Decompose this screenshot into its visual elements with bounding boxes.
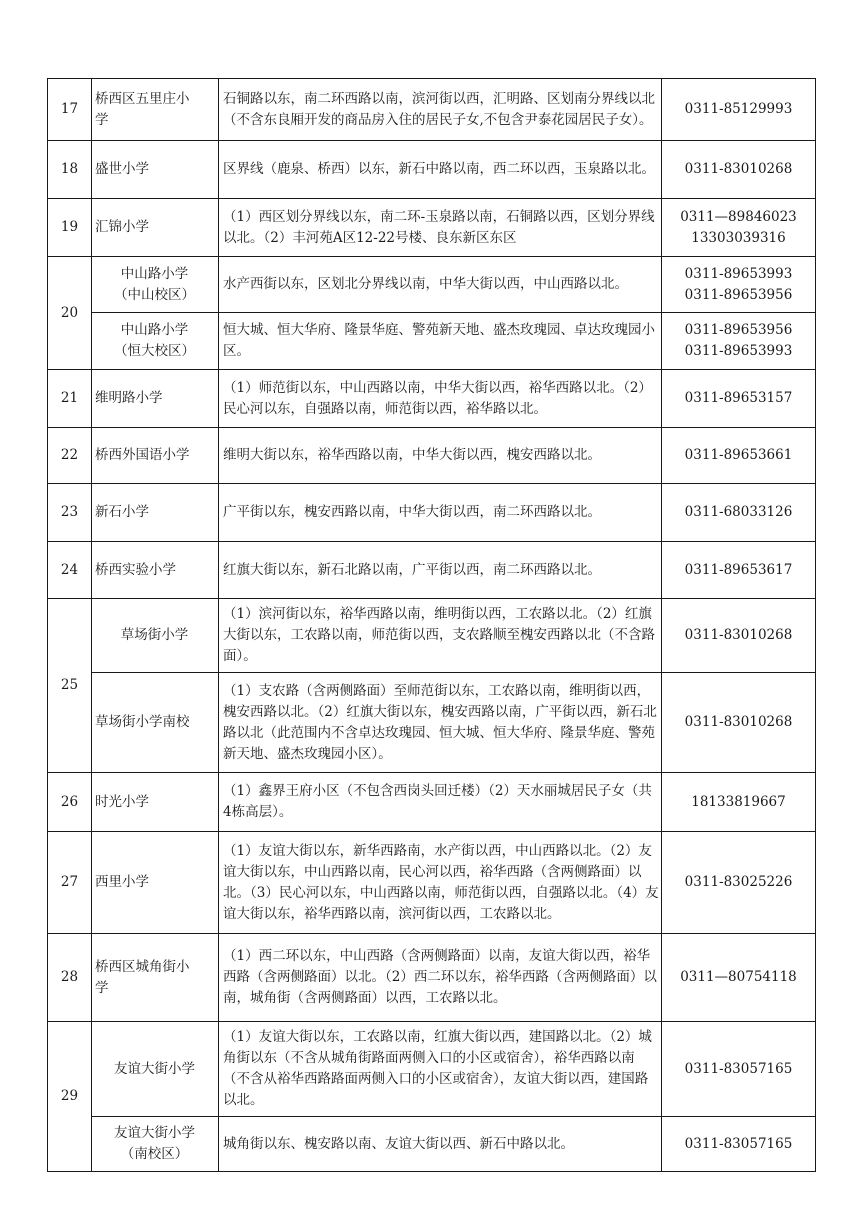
contact-phone: 0311-83025226 — [662, 832, 816, 934]
district-area: 红旗大街以东，新石北路以南，广平街以西，南二环西路以北。 — [219, 542, 662, 599]
district-area: （1）西区划分界线以东，南二环-玉泉路以南，石铜路以西，区划分界线以北。（2）丰河苑A区12-22号楼、良东新区东区 — [219, 199, 662, 257]
school-name: 新石小学 — [92, 484, 219, 542]
district-area: （1）鑫界王府小区（不包含西岗头回迁楼）（2）天水丽城居民子女（共4栋高层）。 — [219, 773, 662, 832]
contact-phone: 0311-89653617 — [662, 542, 816, 599]
table-row — [48, 199, 816, 257]
district-area: 石铜路以东，南二环西路以南，滨河街以西，汇明路、区划南分界线以北（不含东良厢开发的商品房入住的居民子女,不包含尹泰花园居民子女）。 — [219, 79, 662, 141]
school-name: 桥西外国语小学 — [92, 428, 219, 484]
district-area: 水产西街以东，区划北分界线以南，中华大街以西，中山西路以北。 — [219, 257, 662, 313]
table-row — [48, 141, 816, 199]
row-number: 29 — [48, 1022, 92, 1172]
table-row — [48, 428, 816, 484]
school-name: 友谊大街小学 — [92, 1022, 219, 1117]
school-name: 草场街小学 — [92, 599, 219, 673]
school-name: 桥西区五里庄小 学 — [92, 79, 219, 141]
table-row — [48, 599, 816, 673]
school-name: 中山路小学 （恒大校区） — [92, 313, 219, 370]
table-row — [48, 934, 816, 1022]
contact-phone: 0311-83010268 — [662, 141, 816, 199]
contact-phone: 0311-83057165 — [662, 1022, 816, 1117]
school-name: 桥西实验小学 — [92, 542, 219, 599]
table-row — [48, 313, 816, 370]
table-row — [48, 1022, 816, 1117]
school-name: 汇锦小学 — [92, 199, 219, 257]
table-row — [48, 773, 816, 832]
table-row — [48, 484, 816, 542]
contact-phone: 18133819667 — [662, 773, 816, 832]
table-row — [48, 673, 816, 773]
row-number: 18 — [48, 141, 92, 199]
row-number: 27 — [48, 832, 92, 934]
district-area: （1）西二环以东，中山西路（含两侧路面）以南，友谊大街以西，裕华西路（含两侧路面）以北。（2）西二环以东，裕华西路（含两侧路面）以南，城角街（含两侧路面）以西，工农路以北。 — [219, 934, 662, 1022]
district-area: 区界线（鹿泉、桥西）以东，新石中路以南，西二环以西，玉泉路以北。 — [219, 141, 662, 199]
table-row — [48, 832, 816, 934]
school-name: 中山路小学 （中山校区） — [92, 257, 219, 313]
school-name: 时光小学 — [92, 773, 219, 832]
district-area: （1）支农路（含两侧路面）至师范街以东，工农路以南，维明街以西，槐安西路以北。（2）红旗大街以东，槐安西路以南，广平街以西，新石北路以北（此范围内不含卓达玫瑰园、恒大城、恒大华府、隆景华庭、警苑新天地、盛杰玫瑰园小区）。 — [219, 673, 662, 773]
contact-phone: 0311-83057165 — [662, 1117, 816, 1172]
row-number: 24 — [48, 542, 92, 599]
row-number: 26 — [48, 773, 92, 832]
table-row — [48, 542, 816, 599]
district-area: （1）友谊大街以东，新华西路南，水产街以西，中山西路以北。（2）友谊大街以东，中山西路以南，民心河以西，裕华西路（含两侧路面）以北。（3）民心河以东，中山西路以南，师范街以西，自强路以北。（4）友谊大街以东，裕华西路以南，滨河街以西，工农路以北。 — [219, 832, 662, 934]
row-number: 28 — [48, 934, 92, 1022]
contact-phone: 0311-89653956 0311-89653993 — [662, 313, 816, 370]
table-row — [48, 79, 816, 141]
contact-phone: 0311-83010268 — [662, 599, 816, 673]
table-row — [48, 257, 816, 313]
district-area: （1）友谊大街以东，工农路以南，红旗大街以西，建国路以北。（2）城角街以东（不含从城角街路面两侧入口的小区或宿舍），裕华西路以南（不含从裕华西路路面两侧入口的小区或宿舍），友谊大街以西，建国路以北。 — [219, 1022, 662, 1117]
contact-phone: 0311-89653157 — [662, 370, 816, 428]
row-number: 20 — [48, 257, 92, 370]
district-area: 城角街以东、槐安路以南、友谊大街以西、新石中路以北。 — [219, 1117, 662, 1172]
document-page — [47, 78, 815, 1172]
district-area: 恒大城、恒大华府、隆景华庭、警苑新天地、盛杰玫瑰园、卓达玫瑰园小区。 — [219, 313, 662, 370]
contact-phone: 0311—80754118 — [662, 934, 816, 1022]
contact-phone: 0311—89846023 13303039316 — [662, 199, 816, 257]
contact-phone: 0311-68033126 — [662, 484, 816, 542]
contact-phone: 0311-85129993 — [662, 79, 816, 141]
school-name: 桥西区城角街小 学 — [92, 934, 219, 1022]
school-name: 友谊大街小学 （南校区） — [92, 1117, 219, 1172]
district-area: （1）师范街以东，中山西路以南，中华大街以西，裕华西路以北。（2）民心河以东，自强路以南，师范街以西，裕华路以北。 — [219, 370, 662, 428]
school-name: 盛世小学 — [92, 141, 219, 199]
row-number: 23 — [48, 484, 92, 542]
row-number: 22 — [48, 428, 92, 484]
district-area: （1）滨河街以东，裕华西路以南，维明街以西，工农路以北。（2）红旗大街以东，工农路以南，师范街以西，支农路顺至槐安西路以北（不含路面）。 — [219, 599, 662, 673]
row-number: 17 — [48, 79, 92, 141]
contact-phone: 0311-83010268 — [662, 673, 816, 773]
contact-phone: 0311-89653661 — [662, 428, 816, 484]
contact-phone: 0311-89653993 0311-89653956 — [662, 257, 816, 313]
row-number: 25 — [48, 599, 92, 773]
row-number: 21 — [48, 370, 92, 428]
row-number: 19 — [48, 199, 92, 257]
school-name: 维明路小学 — [92, 370, 219, 428]
district-area: 广平街以东，槐安西路以南，中华大街以西，南二环西路以北。 — [219, 484, 662, 542]
school-district-table — [47, 78, 816, 1172]
table-row — [48, 370, 816, 428]
school-name: 西里小学 — [92, 832, 219, 934]
table-row — [48, 1117, 816, 1172]
school-name: 草场街小学南校 — [92, 673, 219, 773]
district-area: 维明大街以东，裕华西路以南，中华大街以西，槐安西路以北。 — [219, 428, 662, 484]
